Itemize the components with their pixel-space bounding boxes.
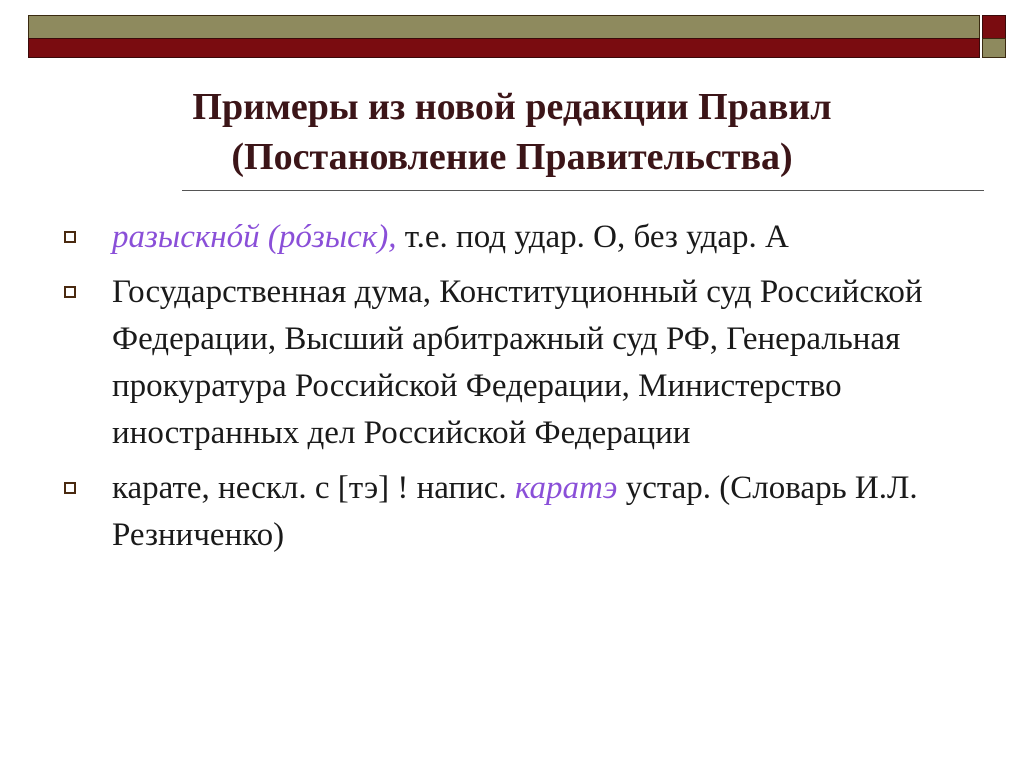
header-square-red [982,15,1006,39]
italic-example: каратэ [514,470,618,506]
bullet-text-before: карате, нескл. с [тэ] ! напис. [112,470,515,506]
title-line-1: Примеры из новой редакции Правил [192,86,832,128]
header-square-olive [982,38,1006,58]
title-divider [182,190,984,191]
bullet-item-1 [64,214,964,261]
square-bullet-icon [64,482,76,494]
italic-example: разыскнóй (рóзыск), [112,219,397,255]
slide-title [0,82,1024,182]
bullet-list [64,214,964,567]
square-bullet-icon [64,286,76,298]
bullet-item-2 [64,269,964,457]
header-bar-olive [28,15,980,39]
header-bar-red [28,38,980,58]
square-bullet-icon [64,231,76,243]
bullet-text-after: устар. (Словарь И.Л. Резниченко) [112,470,918,553]
title-line-2: (Постановление Правительства) [231,136,793,178]
bullet-text: т.е. под удар. О, без удар. А [396,219,789,255]
bullet-item-3 [64,465,964,559]
bullet-text: Государственная дума, Конституционный суд Российской Федерации, Высший арбитражный суд РФ, Генеральная прокуратура Российской Федерации, Министерство иностранных дел Российской Федерации [112,274,923,451]
